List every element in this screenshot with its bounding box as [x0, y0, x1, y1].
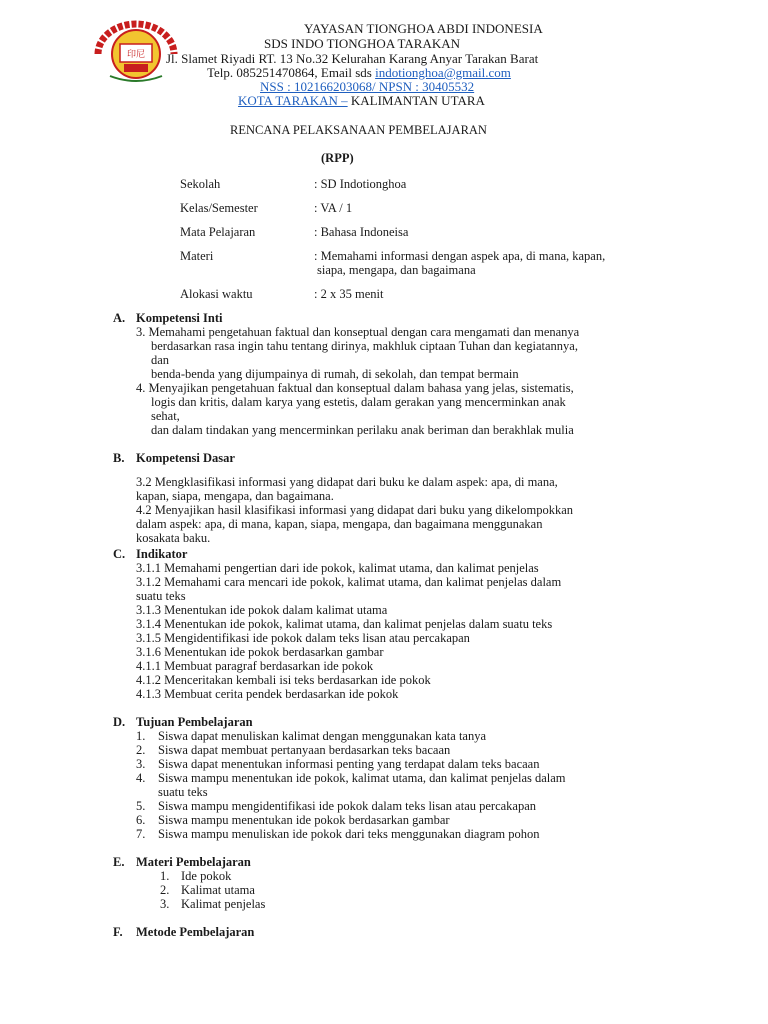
indikator-line: 3.1.5 Mengidentifikasi ide pokok dalam teks lisan atau percakapan: [136, 631, 470, 645]
kompetensi-inti-line: dan dalam tindakan yang mencerminkan perilaku anak beriman dan berakhlak mulia: [151, 423, 574, 437]
kompetensi-inti-line: sehat,: [151, 409, 180, 423]
kompetensi-dasar-line: kosakata baku.: [136, 531, 211, 545]
identity-value: : SD Indotionghoa: [314, 177, 407, 191]
indikator-line: 3.1.6 Menentukan ide pokok berdasarkan gambar: [136, 645, 384, 659]
identity-label: Mata Pelajaran: [180, 225, 256, 239]
header-city-link[interactable]: KOTA TARAKAN –: [238, 93, 348, 108]
logo-text: 印尼: [126, 50, 146, 60]
tujuan-item-number: 2.: [136, 743, 146, 757]
kompetensi-inti-line: berdasarkan rasa ingin tahu tentang dirinya, makhluk ciptaan Tuhan dan kegiatannya,: [151, 339, 578, 353]
kompetensi-dasar-line: 3.2 Mengklasifikasi informasi yang didapat dari buku ke dalam aspek: apa, di mana,: [136, 475, 558, 489]
identity-label: Alokasi waktu: [180, 287, 253, 301]
tujuan-item-text: Siswa mampu menuliskan ide pokok dari teks menggunakan diagram pohon: [158, 827, 540, 841]
tujuan-item-text: Siswa dapat menentukan informasi penting yang terdapat dalam teks bacaan: [158, 757, 540, 771]
tujuan-item-text: Siswa mampu menentukan ide pokok, kalimat utama, dan kalimat penjelas dalam: [158, 771, 566, 785]
indikator-line: 3.1.3 Menentukan ide pokok dalam kalimat utama: [136, 603, 388, 617]
tujuan-item-text: Siswa dapat menuliskan kalimat dengan menggunakan kata tanya: [158, 729, 487, 743]
header-email-link[interactable]: indotionghoa@gmail.com: [375, 65, 511, 80]
materi-item-text: Ide pokok: [181, 869, 232, 883]
header-address: Jl. Slamet Riyadi RT. 13 No.32 Kelurahan Karang Anyar Tarakan Barat: [166, 51, 539, 66]
header-contact: [207, 65, 768, 80]
tujuan-item-text: Siswa mampu menentukan ide pokok berdasarkan gambar: [158, 813, 450, 827]
section-b-letter: B.: [113, 451, 125, 465]
indikator-line: 4.1.3 Membuat cerita pendek berdasarkan ide pokok: [136, 687, 399, 701]
indikator-line: 3.1.4 Menentukan ide pokok, kalimat utama, dan kalimat penjelas dalam suatu teks: [136, 617, 553, 631]
identity-label: Sekolah: [180, 177, 221, 191]
identity-label: Materi: [180, 249, 214, 263]
kompetensi-inti-line: benda-benda yang dijumpainya di rumah, di sekolah, dan tempat bermain: [151, 367, 519, 381]
indikator-line: 3.1.1 Memahami pengertian dari ide pokok, kalimat utama, dan kalimat penjelas: [136, 561, 539, 575]
section-c-title: Indikator: [136, 547, 188, 561]
section-a-letter: A.: [113, 311, 126, 325]
tujuan-item-text-continued: suatu teks: [158, 785, 208, 799]
header-nss-npsn[interactable]: NSS : 102166203068/ NPSN : 30405532: [260, 79, 475, 94]
section-d-letter: D.: [113, 715, 126, 729]
tujuan-item-number: 5.: [136, 799, 146, 813]
materi-item-number: 2.: [160, 883, 170, 897]
section-b-title: Kompetensi Dasar: [136, 451, 235, 465]
kompetensi-inti-line: logis dan kritis, dalam karya yang estetis, dalam gerakan yang mencerminkan anak: [151, 395, 566, 409]
materi-item-text: Kalimat utama: [181, 883, 255, 897]
section-f-title: Metode Pembelajaran: [136, 925, 255, 939]
section-d-title: Tujuan Pembelajaran: [136, 715, 253, 729]
school-logo: [88, 14, 184, 84]
tujuan-item-text: Siswa dapat membuat pertanyaan berdasarkan teks bacaan: [158, 743, 451, 757]
materi-item-number: 3.: [160, 897, 170, 911]
kompetensi-dasar-line: dalam aspek: apa, di mana, kapan, siapa, mengapa, dan bagaimana menggunakan: [136, 517, 543, 531]
kompetensi-dasar-line: 4.2 Menyajikan hasil klasifikasi informasi yang didapat dari buku yang dikelompokkan: [136, 503, 574, 517]
kompetensi-inti-line: 3. Memahami pengetahuan faktual dan konseptual dengan cara mengamati dan menanya: [136, 325, 580, 339]
materi-item-number: 1.: [160, 869, 170, 883]
tujuan-item-number: 1.: [136, 729, 146, 743]
identity-value-continued: siapa, mengapa, dan bagaimana: [317, 263, 476, 277]
section-e-title: Materi Pembelajaran: [136, 855, 251, 869]
section-e-letter: E.: [113, 855, 125, 869]
kompetensi-dasar-line: kapan, siapa, mengapa, dan bagaimana.: [136, 489, 334, 503]
section-c-letter: C.: [113, 547, 126, 561]
kompetensi-inti-line: dan: [151, 353, 170, 367]
tujuan-item-text: Siswa mampu mengidentifikasi ide pokok dalam teks lisan atau percakapan: [158, 799, 537, 813]
tujuan-item-number: 3.: [136, 757, 146, 771]
document-title: RENCANA PELAKSANAAN PEMBELAJARAN: [230, 123, 487, 137]
document-subtitle: (RPP): [321, 151, 354, 165]
kompetensi-inti-line: 4. Menyajikan pengetahuan faktual dan konseptual dalam bahasa yang jelas, sistematis,: [136, 381, 574, 395]
indikator-line: 4.1.2 Menceritakan kembali isi teks berdasarkan ide pokok: [136, 673, 431, 687]
tujuan-item-number: 4.: [136, 771, 146, 785]
indikator-line: 4.1.1 Membuat paragraf berdasarkan ide pokok: [136, 659, 374, 673]
materi-item-text: Kalimat penjelas: [181, 897, 266, 911]
header-province: KALIMANTAN UTARA: [347, 93, 485, 108]
header-phone: Telp. 085251470864, Email sds: [207, 65, 376, 80]
identity-value: : VA / 1: [314, 201, 353, 215]
section-f-letter: F.: [113, 925, 123, 939]
header-school-name: SDS INDO TIONGHOA TARAKAN: [264, 36, 461, 51]
section-a-title: Kompetensi Inti: [136, 311, 223, 325]
tujuan-item-number: 7.: [136, 827, 146, 841]
indikator-line: suatu teks: [136, 589, 186, 603]
tujuan-item-number: 6.: [136, 813, 146, 827]
identity-value: : 2 x 35 menit: [314, 287, 384, 301]
header-foundation-name: YAYASAN TIONGHOA ABDI INDONESIA: [304, 21, 543, 36]
identity-value: : Bahasa Indoneisa: [314, 225, 409, 239]
indikator-line: 3.1.2 Memahami cara mencari ide pokok, kalimat utama, dan kalimat penjelas dalam: [136, 575, 562, 589]
identity-value: : Memahami informasi dengan aspek apa, di mana, kapan,: [314, 249, 606, 263]
header-region: [238, 93, 768, 108]
identity-label: Kelas/Semester: [180, 201, 258, 215]
